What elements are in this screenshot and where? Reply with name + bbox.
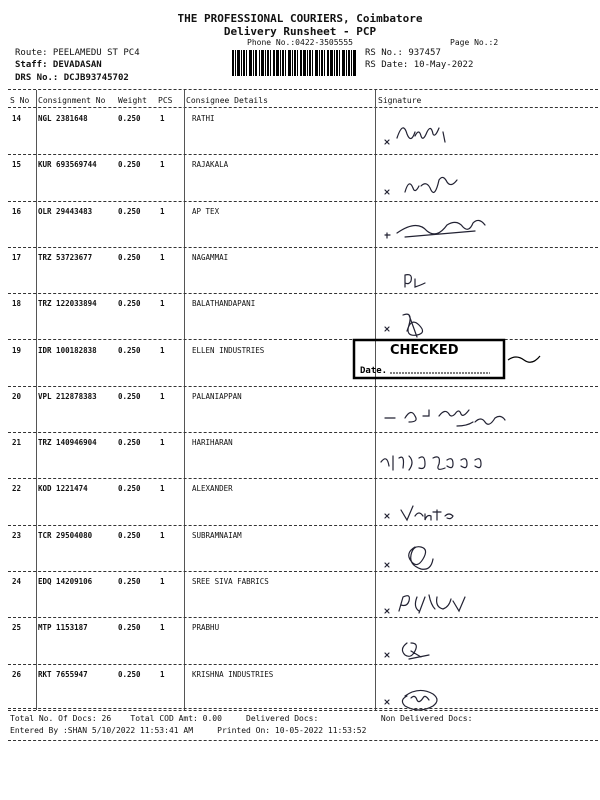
signature-mark xyxy=(375,619,585,665)
signature-mark xyxy=(375,434,585,480)
row-consignee: AP TEX xyxy=(192,206,220,216)
row-divider xyxy=(8,710,598,711)
row-sno: 14 xyxy=(12,114,22,123)
row-divider xyxy=(8,201,598,202)
row-sno: 23 xyxy=(12,530,22,540)
row-weight: 0.250 xyxy=(118,438,141,448)
row-weight: 0.250 xyxy=(118,252,141,262)
row-pcs: 1 xyxy=(160,623,165,633)
row-pcs: 1 xyxy=(160,206,165,216)
row-weight: 0.250 xyxy=(118,530,141,540)
table-row xyxy=(0,434,600,480)
row-sno: 17 xyxy=(12,252,22,262)
signature-mark xyxy=(375,480,585,526)
column-header-weight: Weight xyxy=(118,96,147,105)
table-row xyxy=(0,110,600,156)
row-divider xyxy=(8,293,598,294)
signature-mark xyxy=(375,388,585,434)
row-pcs: 1 xyxy=(160,484,165,494)
row-consignee: ALEXANDER xyxy=(192,484,233,494)
footer-totals xyxy=(10,714,472,723)
row-divider xyxy=(8,617,598,618)
footer-entry-info xyxy=(10,726,366,735)
signature-mark xyxy=(375,295,585,341)
row-divider xyxy=(8,386,598,387)
non-delivered-docs: Non Delivered Docs: xyxy=(380,714,473,723)
barcode-image xyxy=(232,50,356,76)
drs-number: DRS No.: DCJB93745702 xyxy=(15,73,129,83)
table-row xyxy=(0,203,600,249)
row-pcs: 1 xyxy=(160,114,165,123)
row-consignment: TRZ 140946904 xyxy=(38,438,97,448)
total-cod: Total COD Amt: 0.00 xyxy=(130,714,222,723)
signature-mark xyxy=(375,666,585,712)
row-weight: 0.250 xyxy=(118,345,141,355)
column-header-signature: Signature xyxy=(378,96,422,105)
row-divider xyxy=(8,154,598,155)
table-row xyxy=(0,666,600,712)
row-sno: 15 xyxy=(12,160,22,170)
row-consignee: RAJAKALA xyxy=(192,160,229,170)
row-consignee: HARIHARAN xyxy=(192,438,233,448)
header-bottom-rule xyxy=(8,107,598,108)
row-consignee: SUBRAMNAIAM xyxy=(192,530,242,540)
row-weight: 0.250 xyxy=(118,577,141,586)
row-sno: 20 xyxy=(12,391,22,401)
staff-label: Staff: DEVADASAN xyxy=(15,60,102,70)
rs-number: RS No.: 937457 xyxy=(365,48,441,58)
row-pcs: 1 xyxy=(160,577,165,586)
table-row xyxy=(0,295,600,341)
row-consignment: VPL 212878383 xyxy=(38,391,97,401)
row-pcs: 1 xyxy=(160,530,165,540)
row-pcs: 1 xyxy=(160,669,165,679)
row-consignee: RATHI xyxy=(192,114,215,123)
table-row xyxy=(0,156,600,202)
row-consignment: KOD 1221474 xyxy=(38,484,88,494)
row-consignment: EDQ 14209106 xyxy=(38,577,93,586)
printed-on: Printed On: 10-05-2022 11:53:52 xyxy=(217,726,367,735)
row-weight: 0.250 xyxy=(118,299,141,309)
signature-mark xyxy=(375,156,585,202)
stamp-text: CHECKED xyxy=(390,343,459,358)
row-weight: 0.250 xyxy=(118,206,141,216)
row-divider xyxy=(8,432,598,433)
row-sno: 21 xyxy=(12,438,22,448)
header-top-rule xyxy=(8,89,598,90)
row-consignment: MTP 1153187 xyxy=(38,623,88,633)
row-consignment: KUR 693569744 xyxy=(38,160,97,170)
column-header-consignment: Consignment No xyxy=(38,96,106,105)
row-consignee: PALANIAPPAN xyxy=(192,391,242,401)
row-sno: 25 xyxy=(12,623,22,633)
document-subtitle: Delivery Runsheet - PCP xyxy=(223,25,377,38)
row-sno: 16 xyxy=(12,206,22,216)
row-weight: 0.250 xyxy=(118,160,141,170)
row-consignee: SREE SIVA FABRICS xyxy=(192,577,269,586)
rs-date: RS Date: 10-May-2022 xyxy=(365,60,474,70)
row-pcs: 1 xyxy=(160,299,165,309)
row-consignee: BALATHANDAPANI xyxy=(192,299,256,309)
row-sno: 19 xyxy=(12,345,22,355)
row-consignment: RKT 7655947 xyxy=(38,669,88,679)
checked-stamp xyxy=(350,338,550,382)
table-row xyxy=(0,249,600,295)
row-divider xyxy=(8,525,598,526)
stamp-date-label: Date. xyxy=(360,366,388,376)
row-sno: 22 xyxy=(12,484,22,494)
row-pcs: 1 xyxy=(160,160,165,170)
signature-mark xyxy=(375,573,585,619)
table-row xyxy=(0,480,600,526)
row-divider xyxy=(8,478,598,479)
column-header-sno: S No xyxy=(10,96,30,105)
signature-mark xyxy=(375,110,585,156)
table-row xyxy=(0,573,600,619)
table-row xyxy=(0,619,600,665)
row-consignment: IDR 100182838 xyxy=(38,345,97,355)
document-title: THE PROFESSIONAL COURIERS, Coimbatore xyxy=(177,12,423,25)
table-row xyxy=(0,527,600,573)
row-pcs: 1 xyxy=(160,438,165,448)
footer-top-rule xyxy=(8,708,598,709)
page-number: Page No.:2 xyxy=(450,38,499,47)
row-consignment: OLR 29443483 xyxy=(38,206,93,216)
signature-mark xyxy=(375,527,585,573)
row-weight: 0.250 xyxy=(118,623,141,633)
row-consignment: TRZ 53723677 xyxy=(38,252,93,262)
row-pcs: 1 xyxy=(160,345,165,355)
row-weight: 0.250 xyxy=(118,114,141,123)
column-header-consignee: Consignee Details xyxy=(186,96,268,105)
row-consignee: ELLEN INDUSTRIES xyxy=(192,345,265,355)
row-consignment: TRZ 122033894 xyxy=(38,299,97,309)
row-divider xyxy=(8,571,598,572)
row-sno: 24 xyxy=(12,577,22,586)
phone-number: Phone No.:0422-3505555 xyxy=(247,38,353,47)
row-sno: 18 xyxy=(12,299,22,309)
row-divider xyxy=(8,247,598,248)
row-consignment: NGL 2381648 xyxy=(38,114,88,123)
delivered-docs: Delivered Docs: xyxy=(246,714,319,723)
row-pcs: 1 xyxy=(160,391,165,401)
total-docs: Total No. Of Docs: 26 xyxy=(10,714,112,723)
row-weight: 0.250 xyxy=(118,669,141,679)
row-divider xyxy=(8,664,598,665)
row-weight: 0.250 xyxy=(118,484,141,494)
table-row xyxy=(0,388,600,434)
signature-mark xyxy=(375,203,585,249)
footer-bottom-rule xyxy=(8,740,598,741)
row-weight: 0.250 xyxy=(118,391,141,401)
route-label: Route: PEELAMEDU ST PC4 xyxy=(15,48,140,58)
row-sno: 26 xyxy=(12,669,22,679)
row-pcs: 1 xyxy=(160,252,165,262)
signature-mark xyxy=(375,249,585,295)
row-consignee: NAGAMMAI xyxy=(192,252,229,262)
row-consignee: PRABHU xyxy=(192,623,220,633)
row-consignment: TCR 29504080 xyxy=(38,530,93,540)
entered-by: Entered By :SHAN 5/10/2022 11:53:41 AM xyxy=(10,726,194,735)
column-header-pcs: PCS xyxy=(158,96,173,105)
row-consignee: KRISHNA INDUSTRIES xyxy=(192,669,274,679)
